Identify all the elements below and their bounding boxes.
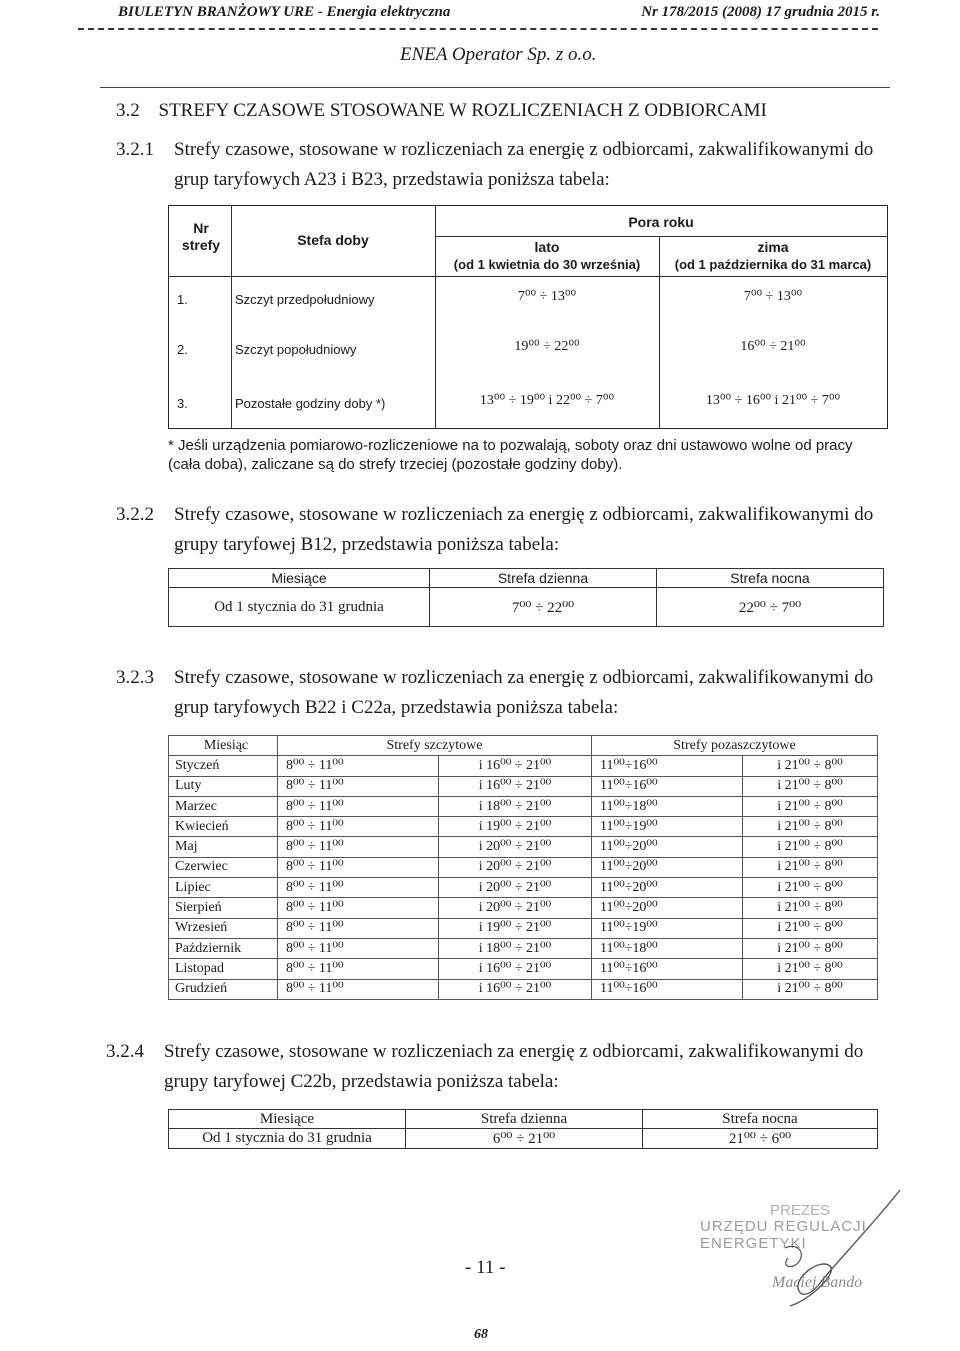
cell-peak-evening: i 20⁰⁰ ÷ 21⁰⁰	[439, 837, 592, 857]
header-strefa-dzienna: Strefa dzienna	[406, 1110, 643, 1129]
paragraph-number: 3.2.4	[106, 1041, 144, 1062]
header-strefy-szczytowe: Strefy szczytowe	[278, 736, 592, 756]
table-c22b	[168, 1109, 878, 1149]
cell-month: Sierpień	[169, 898, 278, 918]
cell-offpeak-night: i 21⁰⁰ ÷ 8⁰⁰	[743, 817, 878, 837]
cell-peak-evening: i 20⁰⁰ ÷ 21⁰⁰	[439, 857, 592, 877]
zone-nr-2: 2.	[177, 342, 188, 357]
zone-name-2: Szczyt popołudniowy	[235, 342, 357, 357]
cell-peak-evening: i 19⁰⁰ ÷ 21⁰⁰	[439, 817, 592, 837]
cell-month: Marzec	[169, 796, 278, 816]
cell-offpeak-night: i 21⁰⁰ ÷ 8⁰⁰	[743, 918, 878, 938]
header-lato: lato	[534, 239, 560, 255]
paragraph-number: 3.2.2	[116, 504, 154, 525]
page-footer-number: 68	[474, 1327, 488, 1342]
table-row	[169, 857, 878, 877]
company-divider	[100, 87, 890, 88]
zone-summer-2: 19⁰⁰ ÷ 22⁰⁰	[514, 339, 580, 354]
header-miesiace: Miesiące	[169, 569, 430, 588]
cell-month: Lipiec	[169, 878, 278, 898]
cell-offpeak-day: 11⁰⁰÷16⁰⁰	[592, 756, 743, 776]
signature-icon	[700, 1188, 930, 1318]
paragraph-3-2-1	[116, 135, 896, 195]
table-row	[169, 878, 878, 898]
header-strefa-dzienna: Strefa dzienna	[430, 569, 657, 588]
cell-peak-morning: 8⁰⁰ ÷ 11⁰⁰	[278, 959, 439, 979]
cell-offpeak-night: i 21⁰⁰ ÷ 8⁰⁰	[743, 837, 878, 857]
cell-offpeak-day: 11⁰⁰÷19⁰⁰	[592, 918, 743, 938]
cell-offpeak-night: i 21⁰⁰ ÷ 8⁰⁰	[743, 857, 878, 877]
cell-night-zone: 21⁰⁰ ÷ 6⁰⁰	[643, 1129, 878, 1149]
cell-peak-morning: 8⁰⁰ ÷ 11⁰⁰	[278, 938, 439, 958]
section-number: 3.2	[116, 100, 140, 121]
cell-month: Styczeń	[169, 756, 278, 776]
paragraph-number: 3.2.1	[116, 139, 154, 160]
cell-offpeak-night: i 21⁰⁰ ÷ 8⁰⁰	[743, 938, 878, 958]
paragraph-3-2-4	[106, 1037, 896, 1097]
cell-peak-evening: i 16⁰⁰ ÷ 21⁰⁰	[439, 979, 592, 999]
cell-offpeak-day: 11⁰⁰÷20⁰⁰	[592, 898, 743, 918]
cell-month: Czerwiec	[169, 857, 278, 877]
table-row	[169, 837, 878, 857]
header-strefy-pozaszczytowe: Strefy pozaszczytowe	[592, 736, 878, 756]
cell-peak-morning: 8⁰⁰ ÷ 11⁰⁰	[278, 898, 439, 918]
table-b22-c22a	[168, 735, 878, 1000]
header-strefa-nocna: Strefa nocna	[657, 569, 884, 588]
zone-nr-3: 3.	[177, 396, 188, 411]
zone-winter-3: 13⁰⁰ ÷ 16⁰⁰ i 21⁰⁰ ÷ 7⁰⁰	[705, 393, 841, 408]
paragraph-3-2-2	[116, 500, 896, 560]
cell-offpeak-night: i 21⁰⁰ ÷ 8⁰⁰	[743, 756, 878, 776]
zone-name-3: Pozostałe godziny doby *)	[235, 396, 386, 411]
table-row	[169, 776, 878, 796]
table-row	[169, 959, 878, 979]
section-title: STREFY CZASOWE STOSOWANE W ROZLICZENIACH Z ODBIORCAMI	[158, 100, 767, 121]
paragraph-text: Strefy czasowe, stosowane w rozliczeniach za energię z odbiorcami, zakwalifikowanymi do grupy taryfowej C22b, przedstawia poniższa tabela:	[164, 1041, 864, 1092]
cell-offpeak-day: 11⁰⁰÷16⁰⁰	[592, 959, 743, 979]
cell-peak-evening: i 16⁰⁰ ÷ 21⁰⁰	[439, 756, 592, 776]
cell-offpeak-day: 11⁰⁰÷20⁰⁰	[592, 837, 743, 857]
cell-peak-evening: i 20⁰⁰ ÷ 21⁰⁰	[439, 898, 592, 918]
cell-month: Luty	[169, 776, 278, 796]
cell-peak-morning: 8⁰⁰ ÷ 11⁰⁰	[278, 817, 439, 837]
cell-peak-morning: 8⁰⁰ ÷ 11⁰⁰	[278, 756, 439, 776]
cell-offpeak-night: i 21⁰⁰ ÷ 8⁰⁰	[743, 959, 878, 979]
cell-offpeak-day: 11⁰⁰÷20⁰⁰	[592, 857, 743, 877]
cell-offpeak-day: 11⁰⁰÷16⁰⁰	[592, 776, 743, 796]
table-row	[169, 796, 878, 816]
cell-month: Wrzesień	[169, 918, 278, 938]
table-row	[169, 898, 878, 918]
cell-month: Listopad	[169, 959, 278, 979]
cell-offpeak-day: 11⁰⁰÷19⁰⁰	[592, 817, 743, 837]
table-row	[169, 979, 878, 999]
table-b12	[168, 568, 884, 627]
zone-winter-2: 16⁰⁰ ÷ 21⁰⁰	[740, 339, 806, 354]
cell-month: Październik	[169, 938, 278, 958]
cell-months: Od 1 stycznia do 31 grudnia	[169, 588, 430, 627]
header-pora-roku: Pora roku	[628, 214, 694, 230]
zone-nr-1: 1.	[177, 292, 188, 307]
cell-offpeak-day: 11⁰⁰÷18⁰⁰	[592, 938, 743, 958]
paragraph-number: 3.2.3	[116, 667, 154, 688]
header-strefa-doby: Stefa doby	[297, 232, 369, 248]
paragraph-text: Strefy czasowe, stosowane w rozliczeniach za energię z odbiorcami, zakwalifikowanymi do grup taryfowych B22 i C22a, przedstawia poniższa tabela:	[174, 667, 874, 718]
cell-peak-morning: 8⁰⁰ ÷ 11⁰⁰	[278, 796, 439, 816]
cell-day-zone: 6⁰⁰ ÷ 21⁰⁰	[406, 1129, 643, 1149]
zone-summer-1: 7⁰⁰ ÷ 13⁰⁰	[517, 289, 577, 304]
stamp-line-1: PREZES	[770, 1202, 831, 1219]
cell-night-zone: 22⁰⁰ ÷ 7⁰⁰	[657, 588, 884, 627]
cell-peak-evening: i 18⁰⁰ ÷ 21⁰⁰	[439, 796, 592, 816]
cell-months: Od 1 stycznia do 31 grudnia	[169, 1129, 406, 1149]
bulletin-title: BIULETYN BRANŻOWY URE - Energia elektryczna	[118, 4, 451, 20]
cell-month: Grudzień	[169, 979, 278, 999]
cell-offpeak-night: i 21⁰⁰ ÷ 8⁰⁰	[743, 796, 878, 816]
cell-peak-morning: 8⁰⁰ ÷ 11⁰⁰	[278, 857, 439, 877]
cell-offpeak-day: 11⁰⁰÷20⁰⁰	[592, 878, 743, 898]
header-miesiac: Miesiąc	[169, 736, 278, 756]
stamp-line-2: URZĘDU REGULACJI ENERGETYKI	[700, 1218, 867, 1252]
cell-peak-morning: 8⁰⁰ ÷ 11⁰⁰	[278, 918, 439, 938]
cell-day-zone: 7⁰⁰ ÷ 22⁰⁰	[430, 588, 657, 627]
company-name: ENEA Operator Sp. z o.o.	[400, 44, 597, 65]
cell-offpeak-night: i 21⁰⁰ ÷ 8⁰⁰	[743, 898, 878, 918]
cell-peak-morning: 8⁰⁰ ÷ 11⁰⁰	[278, 979, 439, 999]
stamp-signatory: Maciej Bando	[772, 1274, 863, 1291]
cell-peak-evening: i 16⁰⁰ ÷ 21⁰⁰	[439, 776, 592, 796]
header-miesiace: Miesiące	[169, 1110, 406, 1129]
table-a23-b23	[168, 205, 888, 429]
cell-peak-evening: i 20⁰⁰ ÷ 21⁰⁰	[439, 878, 592, 898]
paragraph-3-2-3	[116, 663, 896, 723]
header-lato-range: (od 1 kwietnia do 30 września)	[453, 257, 641, 272]
zone-summer-3: 13⁰⁰ ÷ 19⁰⁰ i 22⁰⁰ ÷ 7⁰⁰	[479, 393, 615, 408]
bulletin-header	[118, 4, 880, 21]
bulletin-issue: Nr 178/2015 (2008) 17 grudnia 2015 r.	[641, 4, 880, 20]
table-row	[169, 756, 878, 776]
cell-offpeak-day: 11⁰⁰÷16⁰⁰	[592, 979, 743, 999]
header-zima-range: (od 1 października do 31 marca)	[674, 257, 872, 272]
zone-name-1: Szczyt przedpołudniowy	[235, 292, 375, 307]
cell-offpeak-day: 11⁰⁰÷18⁰⁰	[592, 796, 743, 816]
cell-peak-evening: i 16⁰⁰ ÷ 21⁰⁰	[439, 959, 592, 979]
page-number: - 11 -	[465, 1257, 506, 1278]
paragraph-text: Strefy czasowe, stosowane w rozliczeniach za energię z odbiorcami, zakwalifikowanymi do grupy taryfowej B12, przedstawia poniższa tabela:	[174, 504, 874, 555]
header-zima: zima	[757, 239, 789, 255]
cell-offpeak-night: i 21⁰⁰ ÷ 8⁰⁰	[743, 878, 878, 898]
table-row	[169, 918, 878, 938]
header-divider	[78, 28, 878, 30]
cell-peak-morning: 8⁰⁰ ÷ 11⁰⁰	[278, 776, 439, 796]
cell-peak-evening: i 19⁰⁰ ÷ 21⁰⁰	[439, 918, 592, 938]
cell-peak-evening: i 18⁰⁰ ÷ 21⁰⁰	[439, 938, 592, 958]
cell-peak-morning: 8⁰⁰ ÷ 11⁰⁰	[278, 878, 439, 898]
header-strefa-nocna: Strefa nocna	[643, 1110, 878, 1129]
cell-offpeak-night: i 21⁰⁰ ÷ 8⁰⁰	[743, 979, 878, 999]
official-stamp	[700, 1188, 930, 1318]
table-row	[169, 817, 878, 837]
table-row	[169, 938, 878, 958]
section-heading	[116, 100, 767, 122]
cell-month: Kwiecień	[169, 817, 278, 837]
paragraph-text: Strefy czasowe, stosowane w rozliczeniach za energię z odbiorcami, zakwalifikowanymi do grup taryfowych A23 i B23, przedstawia poniższa tabela:	[174, 139, 874, 190]
zone-winter-1: 7⁰⁰ ÷ 13⁰⁰	[743, 289, 803, 304]
cell-peak-morning: 8⁰⁰ ÷ 11⁰⁰	[278, 837, 439, 857]
footnote: * Jeśli urządzenia pomiarowo-rozliczeniowe na to pozwalają, soboty oraz dni ustawowo wolne od pracy (cała doba), zaliczane są do strefy trzeciej (pozostałe godziny doby).	[168, 437, 853, 473]
header-nr-strefy: Nr strefy	[181, 220, 221, 253]
cell-month: Maj	[169, 837, 278, 857]
cell-offpeak-night: i 21⁰⁰ ÷ 8⁰⁰	[743, 776, 878, 796]
